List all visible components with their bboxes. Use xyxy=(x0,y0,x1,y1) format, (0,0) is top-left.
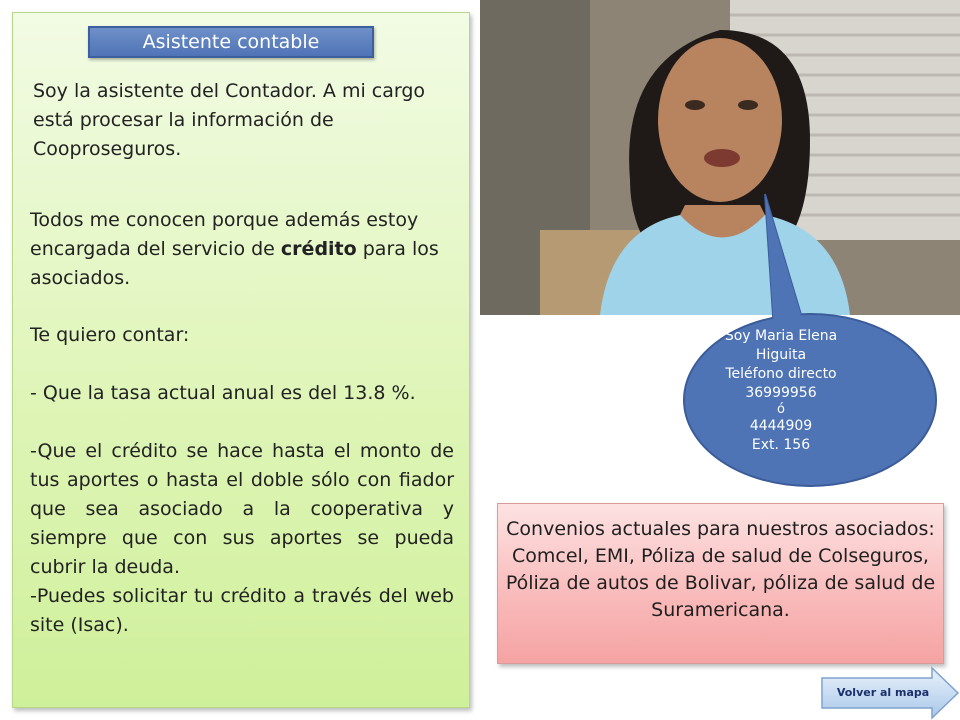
phone-alt-number: 4444909 xyxy=(749,418,813,434)
agreements-panel xyxy=(497,503,944,664)
page-title: Asistente contable xyxy=(88,26,374,58)
agreements-list: Comcel, EMI, Póliza de salud de Colseguros, Póliza de autos de Bolivar, póliza de salud de Suramericana. xyxy=(505,545,936,621)
agreements-heading: Convenios actuales para nuestros asociados: xyxy=(506,518,935,540)
contact-name-line2: Higuita xyxy=(755,347,807,363)
credit-keyword: crédito xyxy=(280,238,357,260)
phone-extension: Ext. 156 xyxy=(751,437,811,453)
intro-tell-text: Te quiero contar: xyxy=(30,324,190,346)
credit-text-end: para los asociados. xyxy=(30,238,439,289)
credit-service-text xyxy=(30,206,450,293)
phone-number: 36999956 xyxy=(745,385,817,401)
credit-condition-text: -Que el crédito se hace hasta el monto de tus aportes o hasta el doble sólo con fiador que sea asociado a la cooperativa y siempre que con sus aportes se pueda cubrir la deuda. xyxy=(30,440,454,578)
phone-or: ó xyxy=(777,402,785,417)
intro-text: Soy la asistente del Contador. A mi cargo está procesar la información de Cooproseguros. xyxy=(33,80,426,160)
apply-online-text: -Puedes solicitar tu crédito a través del web site (Isac). xyxy=(30,585,454,636)
back-to-map-button[interactable]: Volver al mapa xyxy=(836,686,930,699)
contact-name-line1: Soy Maria Elena xyxy=(724,328,838,344)
credit-text-start: Todos me conocen porque además estoy encargada del servicio de xyxy=(30,209,419,260)
rate-text: - Que la tasa actual anual es del 13.8 %. xyxy=(30,382,416,404)
phone-label: Teléfono directo xyxy=(725,366,837,382)
contact-info xyxy=(686,327,876,455)
